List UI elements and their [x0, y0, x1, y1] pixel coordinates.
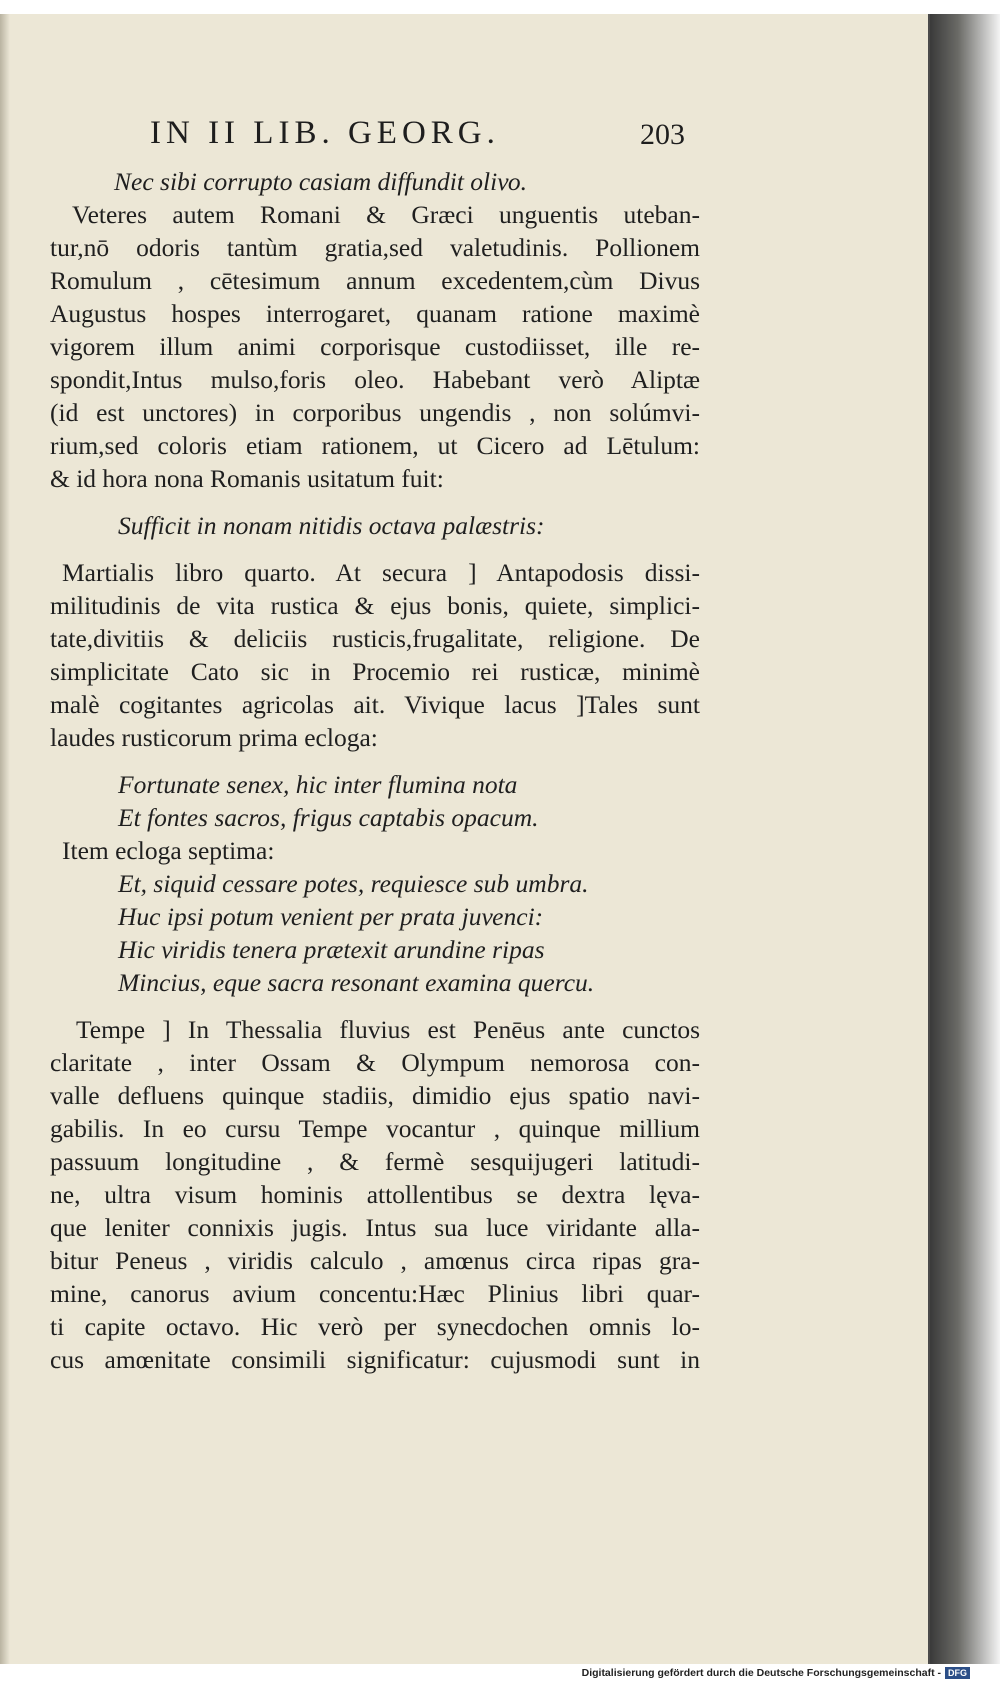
text-line: passuum longitudine , & fermè sesquijugeri latitudi- [50, 1147, 700, 1176]
text-line: militudinis de vita rustica & ejus bonis, quiete, simplici- [50, 591, 700, 620]
line-gap [50, 754, 700, 768]
quotation-line: Et, siquid cessare potes, requiesce sub umbra. [118, 869, 589, 898]
text-line: tur,nō odoris tantùm gratia,sed valetudinis. Pollionem [50, 233, 700, 262]
quotation-line: Nec sibi corrupto casiam diffundit oliᴠo. [114, 167, 528, 196]
text-line: spondit,Intus mulso,foris oleo. Habebant verò Aliptæ [50, 365, 700, 394]
text-line: simplicitate Cato sic in Procemio rei rusticæ, minimè [50, 657, 700, 686]
text-line: vigorem illum animi corporisque custodiisset, ille re- [50, 332, 700, 361]
book-spine [930, 14, 1000, 1664]
quotation-line: Fortunate senex, hic inter flumina nota [118, 770, 518, 799]
text-line: mine, canorus avium concentu:Hæc Plinius libri quar- [50, 1279, 700, 1308]
text-line: rium,sed coloris etiam rationem, ut Cicero ad Lētulum: [50, 431, 700, 460]
text-line: Veteres autem Romani & Græci unguentis uteban- [72, 200, 700, 229]
footer-credit [582, 1667, 970, 1679]
text-line: Augustus hospes interrogaret, quanam ratione maximè [50, 299, 700, 328]
line-gap [50, 542, 700, 556]
text-line: que leniter connixis jugis. Intus sua luce viridante alla- [50, 1213, 700, 1242]
text-line: ti capite octavo. Hic verò per synecdochen omnis lo- [50, 1312, 700, 1341]
quotation-line: Et fontes sacros, frigus captabis opacum. [118, 803, 539, 832]
text-line: claritate , inter Ossam & Olympum nemorosa con- [50, 1048, 700, 1077]
running-title: IN II LIB. GEORG. [150, 115, 500, 151]
quotation-line: Sufficit in nonam nitidis octaᴠa palæstris: [118, 511, 545, 540]
text-line: & id hora nona Romanis usitatum fuit: [50, 464, 444, 493]
line-gap [50, 495, 700, 509]
text-line: Item ecloga septima: [62, 836, 275, 865]
text-line: bitur Peneus , viridis calculo , amœnus circa ripas gra- [50, 1246, 700, 1275]
text-line: Romulum , cētesimum annum excedentem,cùm Divus [50, 266, 700, 295]
quotation-line: Hic ᴠiridis tenera prætexit arundine ripas [118, 935, 545, 964]
body-text [50, 165, 700, 1376]
text-line: ne, ultra visum hominis attollentibus se dextra lęva- [50, 1180, 700, 1209]
quotation-line: Mincius, eque sacra resonant examina quercu. [118, 968, 595, 997]
text-line: valle defluens quinque stadiis, dimidio ejus spatio navi- [50, 1081, 700, 1110]
text-line: cus amœnitate consimili significatur: cujusmodi sunt in [50, 1345, 700, 1374]
text-line: (id est unctores) in corporibus ungendis , non solúmvi- [50, 398, 700, 427]
text-line: laudes rusticorum prima ecloga: [50, 723, 378, 752]
footer-credit-text: Digitalisierung gefördert durch die Deutsche Forschungsgemeinschaft - [581, 1667, 941, 1679]
text-line: Tempe ] In Thessalia fluvius est Penēus ante cunctos [76, 1015, 700, 1044]
text-line: Martialis libro quarto. At secura ] Antapodosis dissi- [62, 558, 700, 587]
line-gap [50, 999, 700, 1013]
page-edge-shadow [0, 14, 10, 1664]
text-line: tate,divitiis & deliciis rusticis,frugalitate, religione. De [50, 624, 700, 653]
text-line: malè cogitantes agricolas ait. Viᴠique lacus ]Tales sunt [50, 690, 700, 719]
page-number: 203 [640, 118, 685, 151]
text-line: gabilis. In eo cursu Tempe vocantur , quinque millium [50, 1114, 700, 1143]
dfg-logo: DFG [945, 1667, 970, 1679]
quotation-line: Huc ipsi potum ᴠenient per prata juᴠenci: [118, 902, 544, 931]
